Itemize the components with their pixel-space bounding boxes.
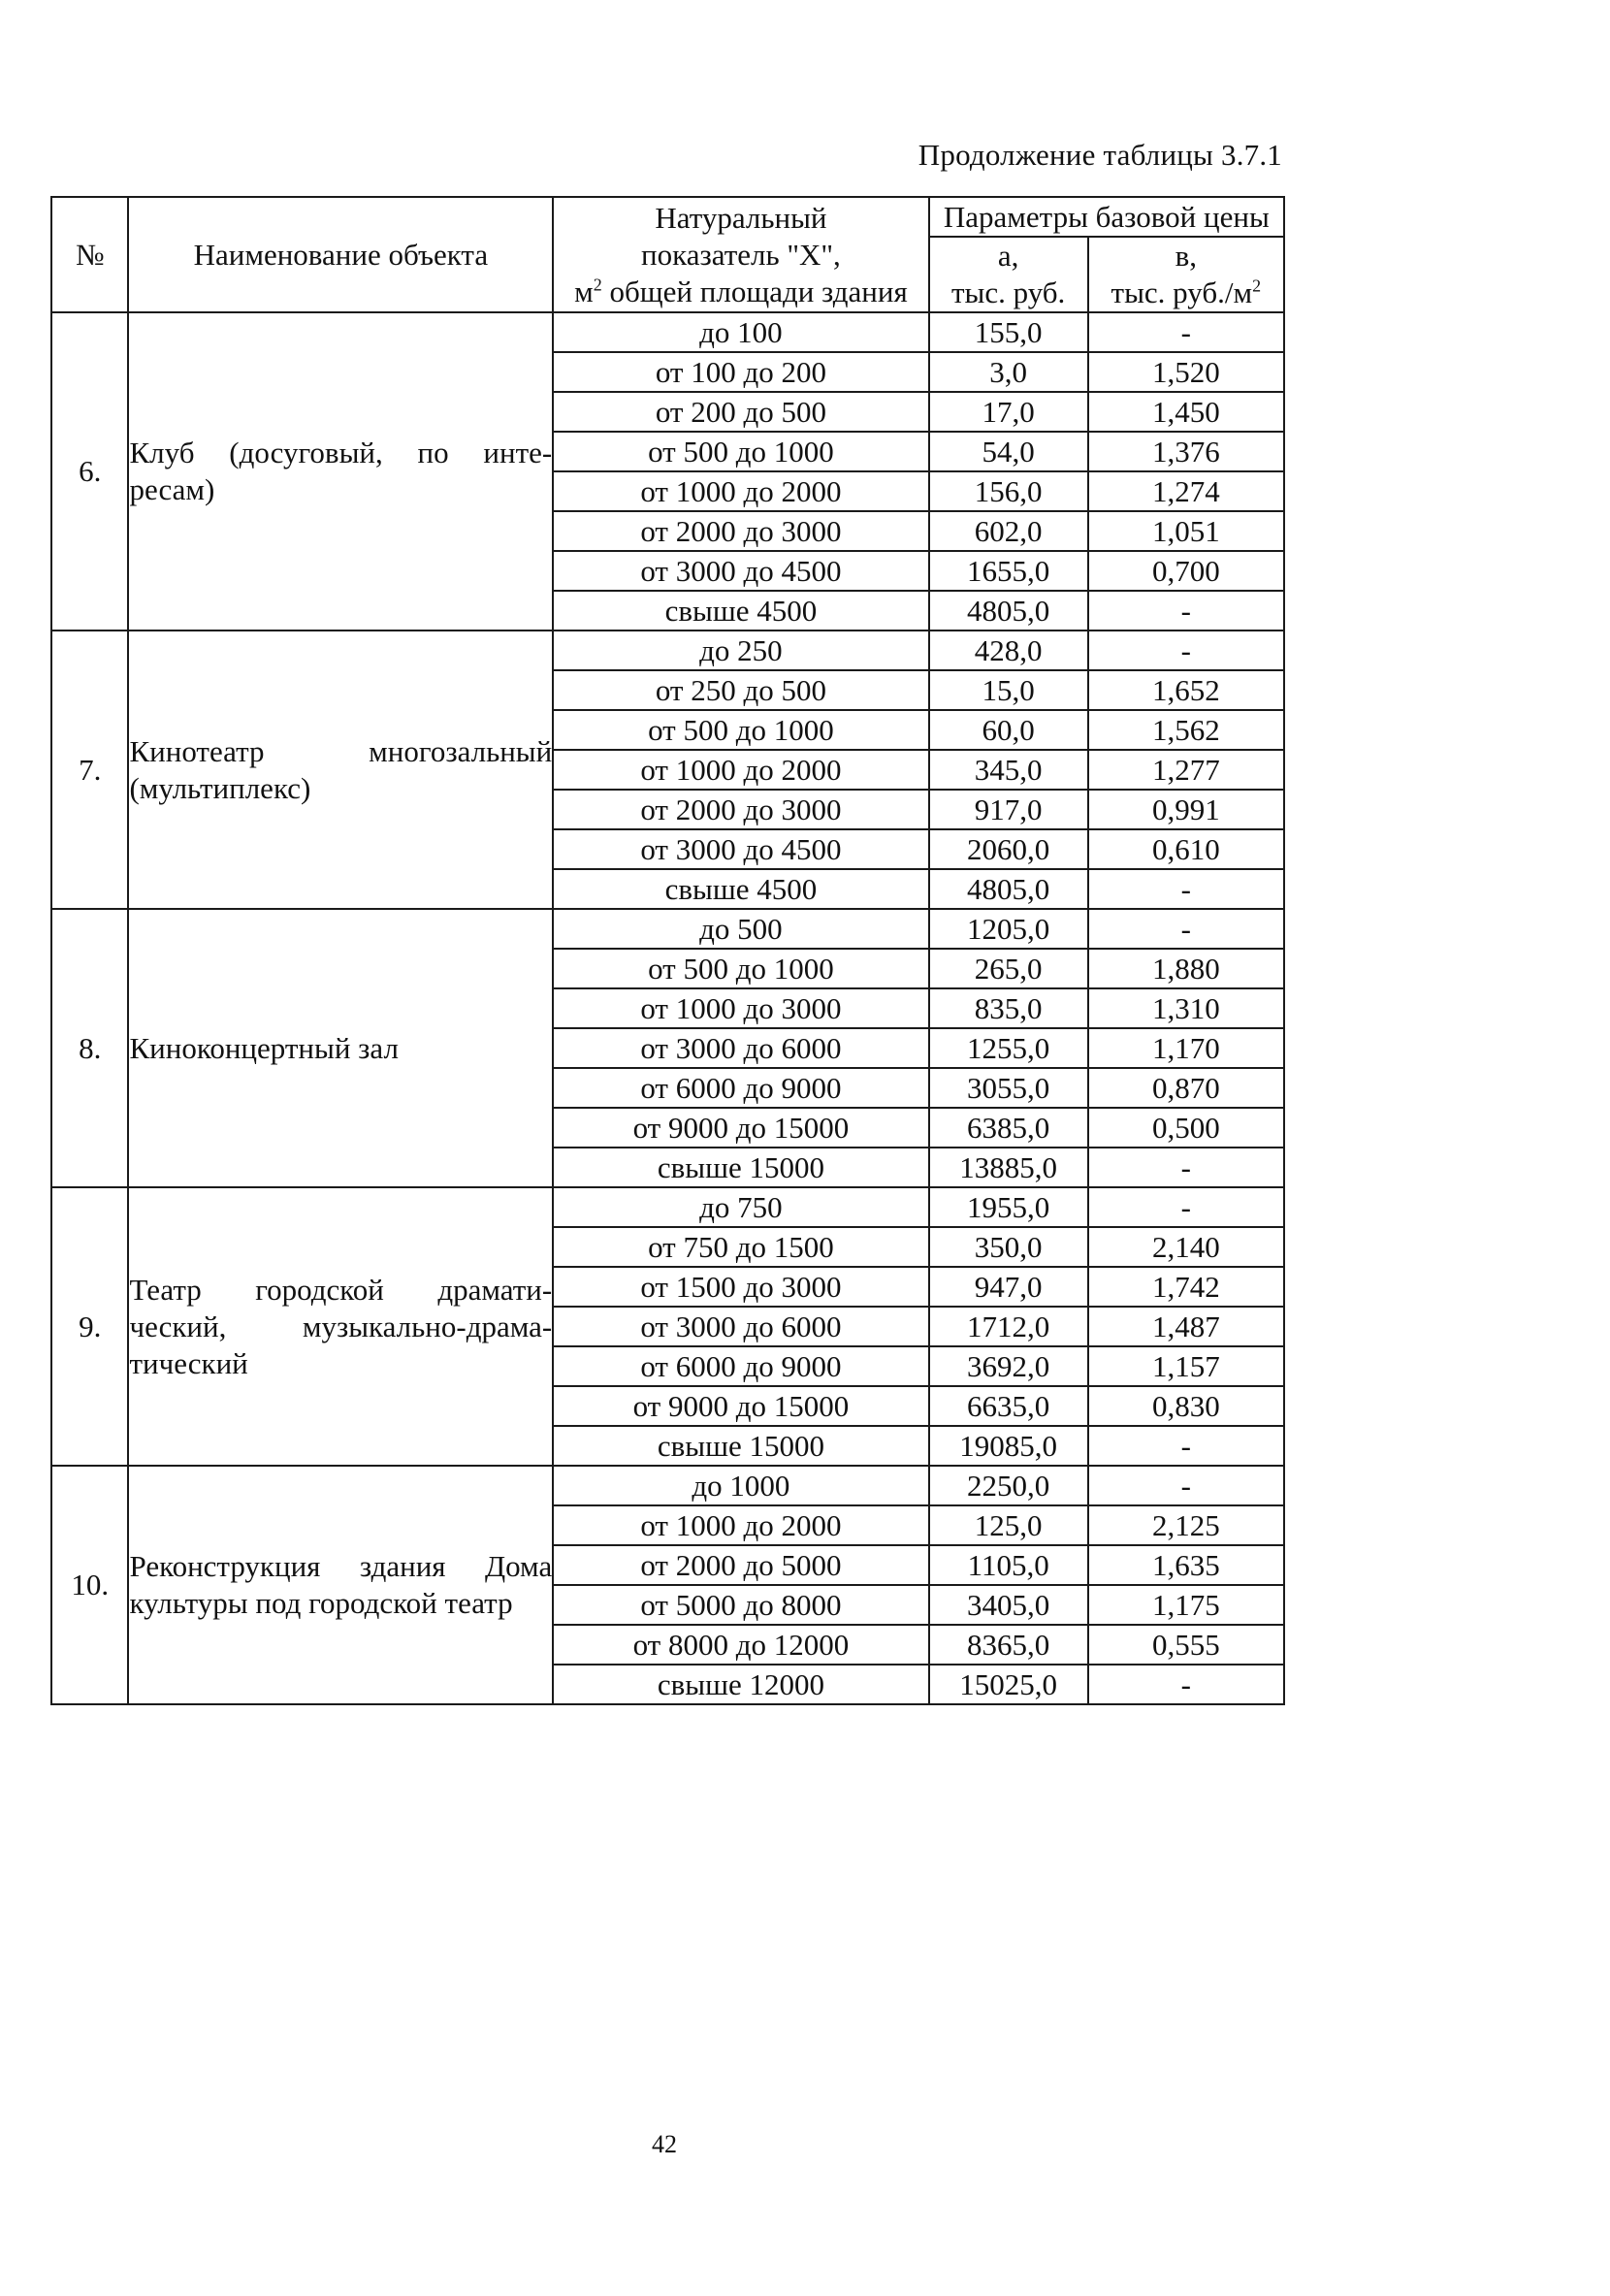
price-b-cell: 0,500 xyxy=(1088,1108,1284,1148)
natural-range-cell: свыше 4500 xyxy=(553,591,928,631)
price-b-cell: 1,175 xyxy=(1088,1585,1284,1625)
natural-range-cell: свыше 4500 xyxy=(553,869,928,909)
natural-range-cell: от 5000 до 8000 xyxy=(553,1585,928,1625)
object-number: 7. xyxy=(51,631,128,909)
table-row xyxy=(51,312,1284,352)
price-a-cell: 54,0 xyxy=(929,432,1088,471)
natural-range-cell: от 500 до 1000 xyxy=(553,710,928,750)
price-b-cell: - xyxy=(1088,631,1284,670)
price-a-cell: 428,0 xyxy=(929,631,1088,670)
price-a-cell: 3055,0 xyxy=(929,1068,1088,1108)
header-natural-line2: показатель "X", xyxy=(641,237,841,272)
price-a-cell: 6385,0 xyxy=(929,1108,1088,1148)
price-b-cell: 1,310 xyxy=(1088,988,1284,1028)
price-b-cell: 1,274 xyxy=(1088,471,1284,511)
price-a-cell: 835,0 xyxy=(929,988,1088,1028)
price-a-cell: 1712,0 xyxy=(929,1307,1088,1346)
price-b-cell: 0,830 xyxy=(1088,1386,1284,1426)
table-header xyxy=(51,197,1284,312)
table-row xyxy=(51,1187,1284,1227)
price-b-cell: 1,520 xyxy=(1088,352,1284,392)
price-b-cell: 1,157 xyxy=(1088,1346,1284,1386)
natural-range-cell: свыше 15000 xyxy=(553,1148,928,1187)
price-b-cell: - xyxy=(1088,869,1284,909)
header-natural xyxy=(553,197,928,312)
price-a-cell: 1655,0 xyxy=(929,551,1088,591)
price-b-cell: 1,635 xyxy=(1088,1545,1284,1585)
natural-range-cell: от 1000 до 3000 xyxy=(553,988,928,1028)
price-a-cell: 60,0 xyxy=(929,710,1088,750)
object-name: Клуб (досуговый, по инте-ресам) xyxy=(128,312,553,631)
price-b-cell: - xyxy=(1088,1148,1284,1187)
price-a-cell: 2060,0 xyxy=(929,829,1088,869)
natural-range-cell: до 750 xyxy=(553,1187,928,1227)
price-b-cell: 1,487 xyxy=(1088,1307,1284,1346)
price-b-cell: 0,555 xyxy=(1088,1625,1284,1665)
object-name: Реконструкция здания Дома культуры под городской театр xyxy=(128,1466,553,1704)
page-number: 42 xyxy=(652,2130,677,2158)
object-number: 6. xyxy=(51,312,128,631)
header-params: Параметры базовой цены xyxy=(929,197,1284,237)
table-body xyxy=(51,312,1284,1704)
price-b-cell: 2,125 xyxy=(1088,1505,1284,1545)
natural-range-cell: до 500 xyxy=(553,909,928,949)
price-a-cell: 125,0 xyxy=(929,1505,1088,1545)
price-b-cell: 1,652 xyxy=(1088,670,1284,710)
natural-range-cell: от 500 до 1000 xyxy=(553,949,928,988)
natural-range-cell: до 100 xyxy=(553,312,928,352)
natural-range-cell: от 2000 до 3000 xyxy=(553,511,928,551)
price-a-cell: 3405,0 xyxy=(929,1585,1088,1625)
price-b-cell: - xyxy=(1088,1426,1284,1466)
header-name: Наименование объекта xyxy=(128,197,553,312)
object-number: 9. xyxy=(51,1187,128,1466)
header-a-line2: тыс. руб. xyxy=(950,275,1066,309)
price-a-cell: 265,0 xyxy=(929,949,1088,988)
table-row xyxy=(51,1466,1284,1505)
header-a-line1: а, xyxy=(997,239,1019,273)
price-a-cell: 3692,0 xyxy=(929,1346,1088,1386)
price-b-cell: - xyxy=(1088,1466,1284,1505)
table-row xyxy=(51,631,1284,670)
price-a-cell: 15025,0 xyxy=(929,1665,1088,1704)
natural-range-cell: от 750 до 1500 xyxy=(553,1227,928,1267)
natural-range-cell: свыше 15000 xyxy=(553,1426,928,1466)
price-b-cell: - xyxy=(1088,312,1284,352)
price-a-cell: 350,0 xyxy=(929,1227,1088,1267)
natural-range-cell: от 500 до 1000 xyxy=(553,432,928,471)
natural-range-cell: от 3000 до 6000 xyxy=(553,1307,928,1346)
natural-range-cell: от 3000 до 4500 xyxy=(553,829,928,869)
header-b-line1: в, xyxy=(1175,239,1198,273)
price-b-cell: 1,562 xyxy=(1088,710,1284,750)
price-a-cell: 1955,0 xyxy=(929,1187,1088,1227)
natural-range-cell: от 2000 до 3000 xyxy=(553,790,928,829)
natural-range-cell: от 200 до 500 xyxy=(553,392,928,432)
object-number: 10. xyxy=(51,1466,128,1704)
price-b-cell: - xyxy=(1088,909,1284,949)
header-natural-line1: Натуральный xyxy=(655,200,827,235)
price-a-cell: 345,0 xyxy=(929,750,1088,790)
table-row xyxy=(51,909,1284,949)
object-name: Киноконцертный зал xyxy=(128,909,553,1187)
price-a-cell: 1255,0 xyxy=(929,1028,1088,1068)
price-a-cell: 4805,0 xyxy=(929,591,1088,631)
natural-range-cell: до 1000 xyxy=(553,1466,928,1505)
price-b-cell: 0,870 xyxy=(1088,1068,1284,1108)
natural-range-cell: свыше 12000 xyxy=(553,1665,928,1704)
natural-range-cell: от 1500 до 3000 xyxy=(553,1267,928,1307)
price-b-cell: 1,880 xyxy=(1088,949,1284,988)
natural-range-cell: от 100 до 200 xyxy=(553,352,928,392)
natural-range-cell: от 3000 до 6000 xyxy=(553,1028,928,1068)
natural-range-cell: от 2000 до 5000 xyxy=(553,1545,928,1585)
price-b-cell: 1,051 xyxy=(1088,511,1284,551)
natural-range-cell: от 6000 до 9000 xyxy=(553,1346,928,1386)
price-b-cell: - xyxy=(1088,591,1284,631)
natural-range-cell: от 1000 до 2000 xyxy=(553,471,928,511)
price-a-cell: 2250,0 xyxy=(929,1466,1088,1505)
price-a-cell: 947,0 xyxy=(929,1267,1088,1307)
price-a-cell: 8365,0 xyxy=(929,1625,1088,1665)
price-a-cell: 1205,0 xyxy=(929,909,1088,949)
natural-range-cell: от 9000 до 15000 xyxy=(553,1386,928,1426)
price-b-cell: - xyxy=(1088,1665,1284,1704)
natural-range-cell: от 9000 до 15000 xyxy=(553,1108,928,1148)
natural-range-cell: от 3000 до 4500 xyxy=(553,551,928,591)
price-b-cell: 1,742 xyxy=(1088,1267,1284,1307)
price-b-cell: 1,376 xyxy=(1088,432,1284,471)
price-b-cell: 2,140 xyxy=(1088,1227,1284,1267)
header-num: № xyxy=(51,197,128,312)
natural-range-cell: от 1000 до 2000 xyxy=(553,1505,928,1545)
price-a-cell: 917,0 xyxy=(929,790,1088,829)
object-name: Театр городской драмати-ческий, музыкально-драма-тический xyxy=(128,1187,553,1466)
header-a xyxy=(929,237,1088,312)
price-a-cell: 602,0 xyxy=(929,511,1088,551)
object-name: Кинотеатр многозальный (мультиплекс) xyxy=(128,631,553,909)
natural-range-cell: от 250 до 500 xyxy=(553,670,928,710)
price-a-cell: 1105,0 xyxy=(929,1545,1088,1585)
natural-range-cell: от 6000 до 9000 xyxy=(553,1068,928,1108)
price-b-cell: 0,991 xyxy=(1088,790,1284,829)
natural-range-cell: от 1000 до 2000 xyxy=(553,750,928,790)
price-a-cell: 156,0 xyxy=(929,471,1088,511)
price-b-cell: - xyxy=(1088,1187,1284,1227)
price-a-cell: 13885,0 xyxy=(929,1148,1088,1187)
header-b xyxy=(1088,237,1284,312)
natural-range-cell: от 8000 до 12000 xyxy=(553,1625,928,1665)
table-caption: Продолжение таблицы 3.7.1 xyxy=(918,138,1282,172)
price-a-cell: 155,0 xyxy=(929,312,1088,352)
price-b-cell: 1,277 xyxy=(1088,750,1284,790)
price-b-cell: 1,450 xyxy=(1088,392,1284,432)
header-b-line2: тыс. $руб./м^2$ xyxy=(1111,275,1262,309)
price-a-cell: 3,0 xyxy=(929,352,1088,392)
header-natural-line3: $м^2$ общей площади здания xyxy=(574,274,908,308)
price-a-cell: 15,0 xyxy=(929,670,1088,710)
price-a-cell: 19085,0 xyxy=(929,1426,1088,1466)
object-number: 8. xyxy=(51,909,128,1187)
price-a-cell: 6635,0 xyxy=(929,1386,1088,1426)
price-a-cell: 4805,0 xyxy=(929,869,1088,909)
natural-range-cell: до 250 xyxy=(553,631,928,670)
price-table xyxy=(50,196,1285,1705)
price-a-cell: 17,0 xyxy=(929,392,1088,432)
price-b-cell: 0,700 xyxy=(1088,551,1284,591)
price-b-cell: 0,610 xyxy=(1088,829,1284,869)
price-b-cell: 1,170 xyxy=(1088,1028,1284,1068)
